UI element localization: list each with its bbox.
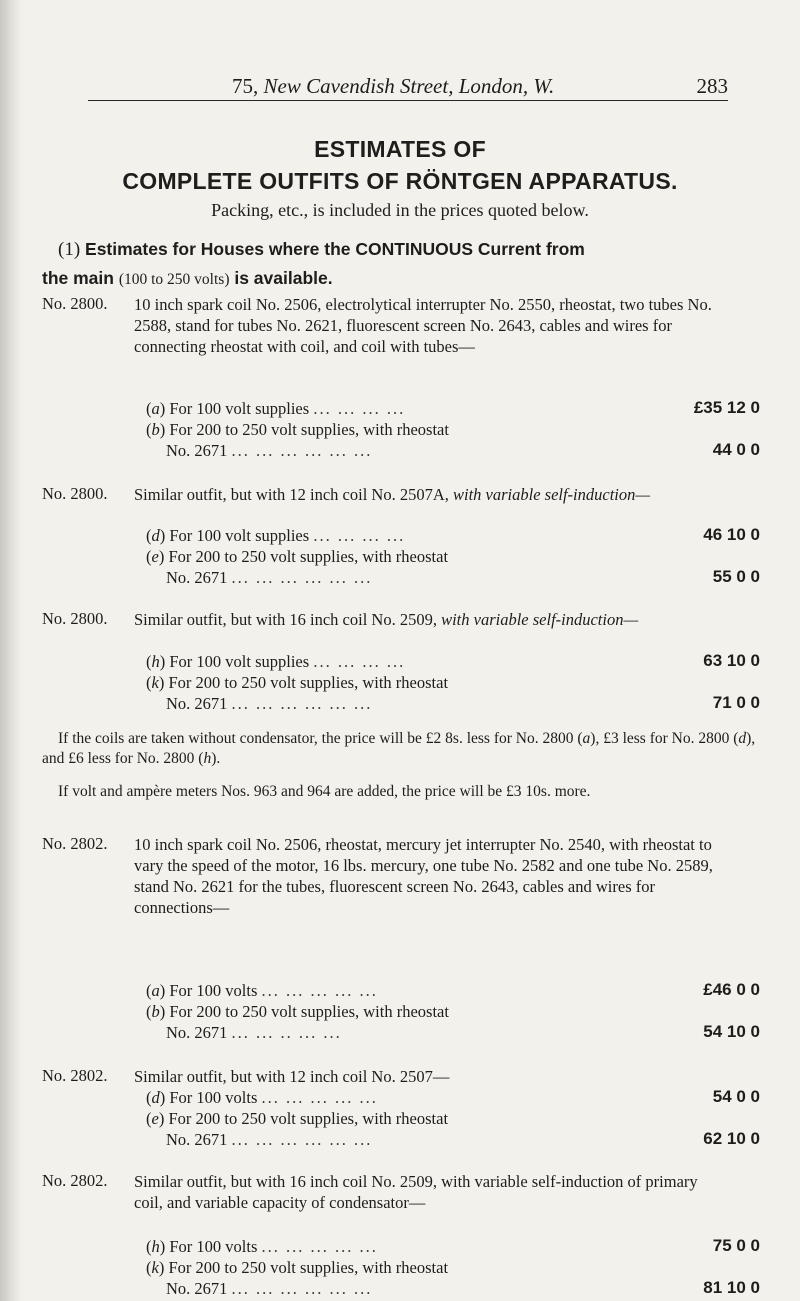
item-number: No. 2802. xyxy=(42,1171,108,1190)
item-number: No. 2800. xyxy=(42,484,108,503)
item-description: Similar outfit, but with 16 inch coil No. 2509, with variable self-induction of primary coil, and variable capacity of condensator— xyxy=(134,1172,698,1212)
note-meters: If volt and ampère meters Nos. 963 and 964 are added, the price will be £3 10s. more. xyxy=(58,783,591,800)
option-line-continued: No. 2671 ... ... ... ... ... ... xyxy=(166,568,373,587)
option-line: (h) For 100 volt supplies ... ... ... ... xyxy=(146,652,406,671)
option-price: 55 0 0 xyxy=(712,567,760,586)
option-line: (d) For 100 volts ... ... ... ... ... xyxy=(146,1088,378,1107)
page-edge-shadow xyxy=(0,0,22,1301)
item-number: No. 2800. xyxy=(42,294,108,313)
item-description: Similar outfit, but with 16 inch coil No. 2509, with variable self-induction— xyxy=(134,610,639,629)
option-price: 44 0 0 xyxy=(712,440,760,459)
option-line: (k) For 200 to 250 volt supplies, with rheostat xyxy=(146,673,449,692)
option-price: 63 10 0 xyxy=(703,651,760,670)
option-line: (a) For 100 volt supplies ... ... ... ... xyxy=(146,399,406,418)
option-line: (e) For 200 to 250 volt supplies, with rheostat xyxy=(146,547,449,566)
item-number: No. 2802. xyxy=(42,1066,108,1085)
option-price: £46 0 0 xyxy=(703,980,760,999)
page-number: 283 xyxy=(696,74,728,98)
header-address: 75, New Cavendish Street, London, W. xyxy=(232,74,555,98)
option-price: 71 0 0 xyxy=(712,693,760,712)
option-line-continued: No. 2671 ... ... ... ... ... ... xyxy=(166,694,373,713)
option-price: 46 10 0 xyxy=(703,525,760,544)
item-number: No. 2800. xyxy=(42,609,108,628)
title-line-1: ESTIMATES OF xyxy=(314,136,486,162)
option-line: (h) For 100 volts ... ... ... ... ... xyxy=(146,1237,378,1256)
subtitle: Packing, etc., is included in the prices quoted below. xyxy=(211,200,589,220)
option-line-continued: No. 2671 ... ... ... ... ... ... xyxy=(166,1130,373,1149)
option-price: £35 12 0 xyxy=(693,398,760,417)
note-condensator: If the coils are taken without condensator, the price will be £2 8s. less for No. 2800 (a), £3 less for No. 2800 (d), and £6 less for No. 2800 (h). xyxy=(42,730,756,767)
option-price: 81 10 0 xyxy=(703,1278,760,1297)
item-number: No. 2802. xyxy=(42,834,108,853)
option-line: (b) For 200 to 250 volt supplies, with rheostat xyxy=(146,420,449,439)
option-price: 75 0 0 xyxy=(712,1236,760,1255)
item-description: Similar outfit, but with 12 inch coil No. 2507A, with variable self-induction— xyxy=(134,485,651,504)
option-line-continued: No. 2671 ... ... .. ... ... xyxy=(166,1023,342,1042)
option-line: (d) For 100 volt supplies ... ... ... ... xyxy=(146,526,406,545)
title-line-2: COMPLETE OUTFITS OF RÖNTGEN APPARATUS. xyxy=(122,168,678,194)
option-price: 62 10 0 xyxy=(703,1129,760,1148)
item-description: Similar outfit, but with 12 inch coil No. 2507— xyxy=(134,1067,450,1086)
section-heading: (1) Estimates for Houses where the CONTINUOUS Current from the main (100 to 250 volts) is available. xyxy=(42,239,585,288)
option-price: 54 10 0 xyxy=(703,1022,760,1041)
option-line-continued: No. 2671 ... ... ... ... ... ... xyxy=(166,441,373,460)
option-line: (k) For 200 to 250 volt supplies, with rheostat xyxy=(146,1258,449,1277)
running-header xyxy=(88,74,728,101)
item-description: 10 inch spark coil No. 2506, electrolytical interrupter No. 2550, rheostat, two tubes No. 2588, stand for tubes No. 2621, fluorescent screen No. 2643, cables and wires for connecting rheostat with coil, and coil with tubes— xyxy=(134,295,712,356)
option-line: (a) For 100 volts ... ... ... ... ... xyxy=(146,981,378,1000)
option-line: (b) For 200 to 250 volt supplies, with rheostat xyxy=(146,1002,449,1021)
option-line-continued: No. 2671 ... ... ... ... ... ... xyxy=(166,1279,373,1298)
option-price: 54 0 0 xyxy=(712,1087,760,1106)
option-line: (e) For 200 to 250 volt supplies, with rheostat xyxy=(146,1109,449,1128)
item-description: 10 inch spark coil No. 2506, rheostat, mercury jet interrupter No. 2540, with rheostat to vary the speed of the motor, 16 lbs. mercury, one tube No. 2582 and one tube No. 2589, stand No. 2621 for the tubes, fluorescent screen No. 2643, cables and wires for connections— xyxy=(134,835,713,917)
